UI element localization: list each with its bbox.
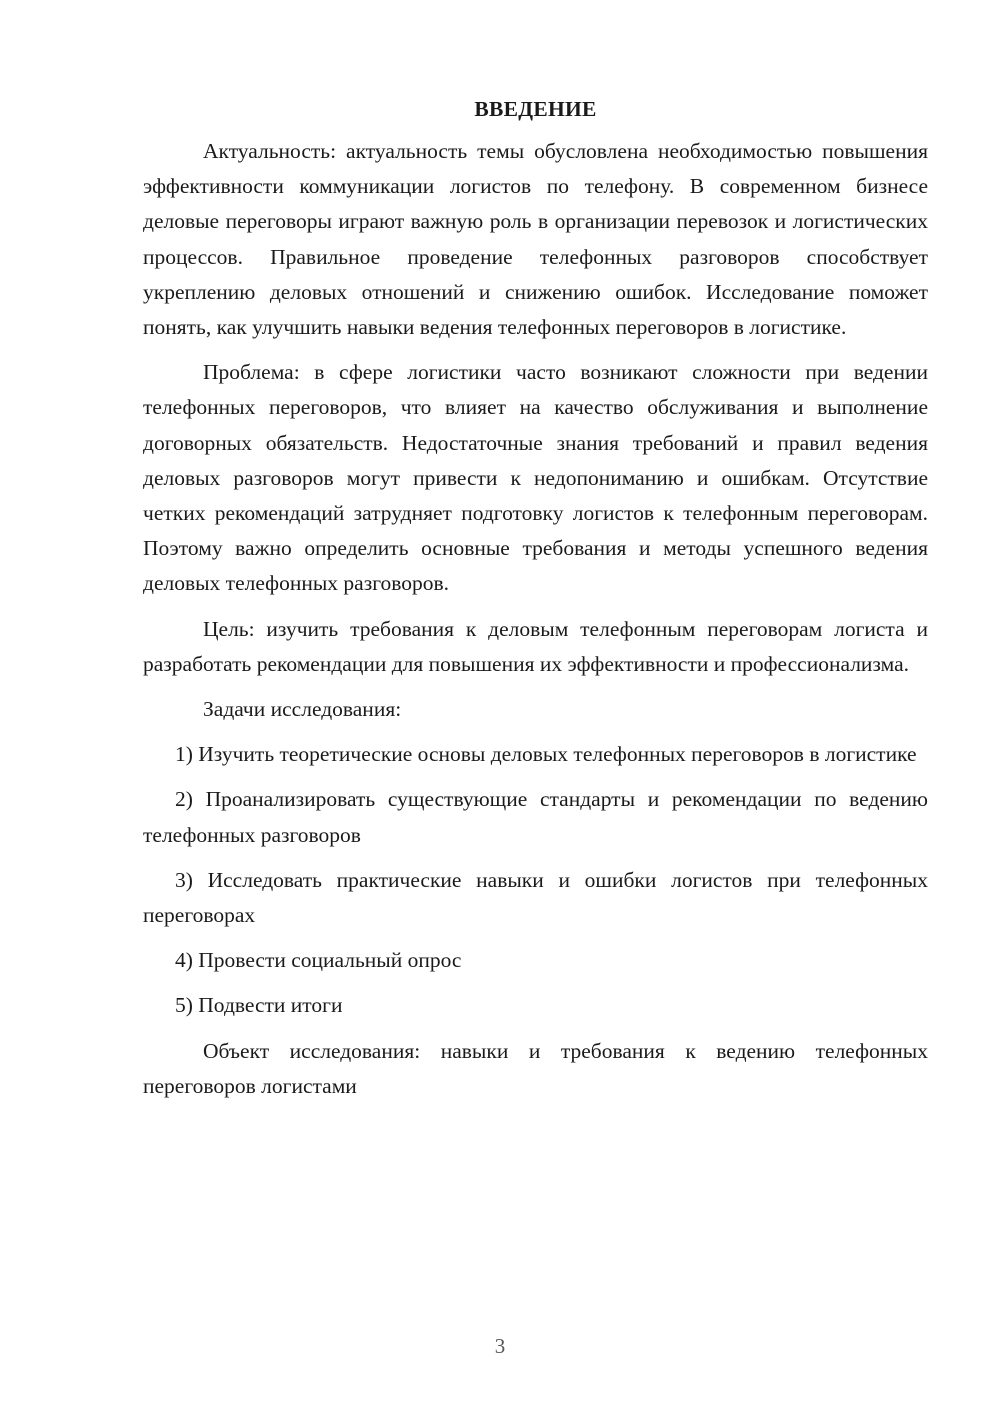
paragraph-problem: Проблема: в сфере логистики часто возникают сложности при ведении телефонных переговоров, что влияет на качество обслуживания и выполнение договорных обязательств. Недостаточные знания требований и правил ведения деловых разговоров могут привести к недопониманию и ошибкам. Отсутствие четких рекомендаций затрудняет подготовку логистов к телефонным переговорам. Поэтому важно определить основные требования и методы успешного ведения деловых телефонных разговоров. — [143, 360, 928, 596]
paragraph-object: Объект исследования: навыки и требования к ведению телефонных переговоров логистами — [143, 1038, 928, 1098]
document-body — [143, 94, 928, 1114]
paragraph-relevance: Актуальность: актуальность темы обусловлена необходимостью повышения эффективности коммуникации логистов по телефону. В современном бизнесе деловые переговоры играют важную роль в организации перевозок и логистических процессов. Правильное проведение телефонных разговоров способствует укреплению деловых отношений и снижению ошибок. Исследование поможет понять, как улучшить навыки ведения телефонных переговоров в логистике. — [143, 139, 928, 340]
page-number: 3 — [494, 1334, 506, 1358]
task-item-1: 1) Изучить теоретические основы деловых телефонных переговоров в логистике — [175, 742, 917, 767]
task-item-2: 2) Проанализировать существующие стандарты и рекомендации по ведению телефонных разговоров — [143, 787, 928, 847]
task-item-5: 5) Подвести итоги — [175, 993, 343, 1018]
paragraph-goal: Цель: изучить требования к деловым телефонным переговорам логиста и разработать рекомендации для повышения их эффективности и профессионализма. — [143, 616, 928, 676]
paragraph-tasks-heading: Задачи исследования: — [203, 697, 402, 722]
task-item-4: 4) Провести социальный опрос — [175, 948, 462, 973]
section-title: ВВЕДЕНИЕ — [474, 97, 597, 121]
task-item-3: 3) Исследовать практические навыки и ошибки логистов при телефонных переговорах — [143, 867, 928, 928]
